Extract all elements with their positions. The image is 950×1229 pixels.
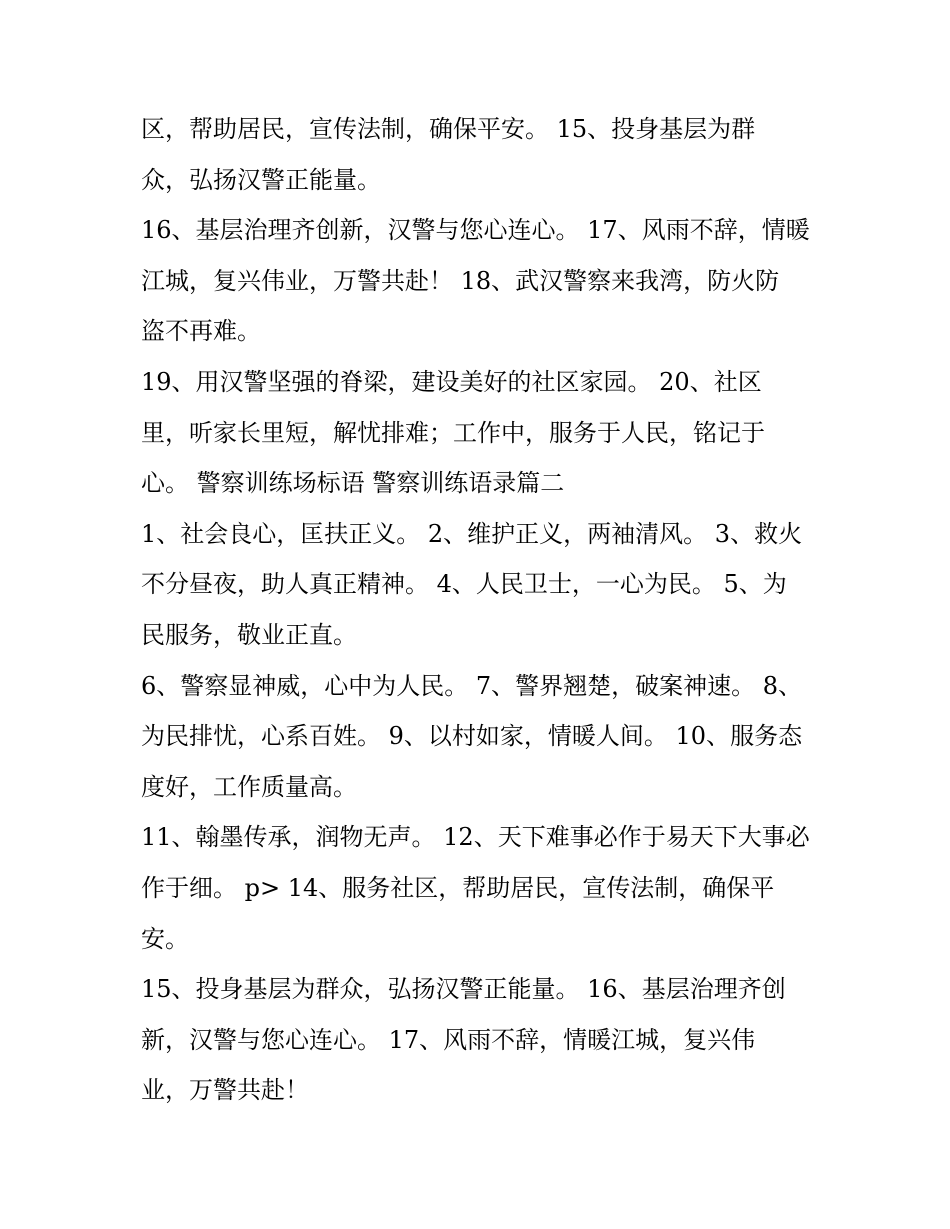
- text-line: 里，听家长里短，解忧排难；工作中，服务于人民，铭记于: [141, 418, 765, 447]
- text-line: 1、社会良心，匡扶正义。 2、维护正义，两袖清风。 3、救火: [141, 519, 803, 548]
- text-line: 民服务，敬业正直。: [141, 620, 357, 649]
- text-line: 盗不再难。: [141, 317, 261, 346]
- text-line: 6、警察显神威，心中为人民。 7、警界翘楚，破案神速。 8、: [141, 671, 803, 700]
- text-line: 不分昼夜，助人真正精神。 4、人民卫士，一心为民。 5、为: [141, 570, 787, 599]
- text-line: 心。 警察训练场标语 警察训练语录篇二: [141, 469, 565, 498]
- text-line: 江城，复兴伟业，万警共赴！ 18、武汉警察来我湾，防火防: [141, 266, 780, 295]
- text-line: 众，弘扬汉警正能量。: [141, 165, 381, 194]
- text-line: 为民排忧，心系百姓。 9、以村如家，情暖人间。 10、服务态: [141, 722, 803, 751]
- text-line: 度好，工作质量高。: [141, 772, 357, 801]
- text-line: 11、翰墨传承，润物无声。 12、天下难事必作于易天下大事必: [141, 823, 810, 852]
- text-line: 19、用汉警坚强的脊梁，建设美好的社区家园。 20、社区: [141, 367, 762, 396]
- text-line: 15、投身基层为群众，弘扬汉警正能量。 16、基层治理齐创: [141, 975, 786, 1004]
- text-line: 作于细。 p> 14、服务社区，帮助居民，宣传法制，确保平: [141, 873, 775, 902]
- text-line: 业，万警共赴！: [141, 1076, 309, 1105]
- text-line: 新，汉警与您心连心。 17、风雨不辞，情暖江城，复兴伟: [141, 1025, 756, 1054]
- body-text: [141, 104, 821, 1116]
- text-line: 安。: [141, 924, 189, 953]
- text-line: 16、基层治理齐创新，汉警与您心连心。 17、风雨不辞，情暖: [141, 216, 810, 245]
- text-line: 区，帮助居民，宣传法制，确保平安。 15、投身基层为群: [141, 115, 756, 143]
